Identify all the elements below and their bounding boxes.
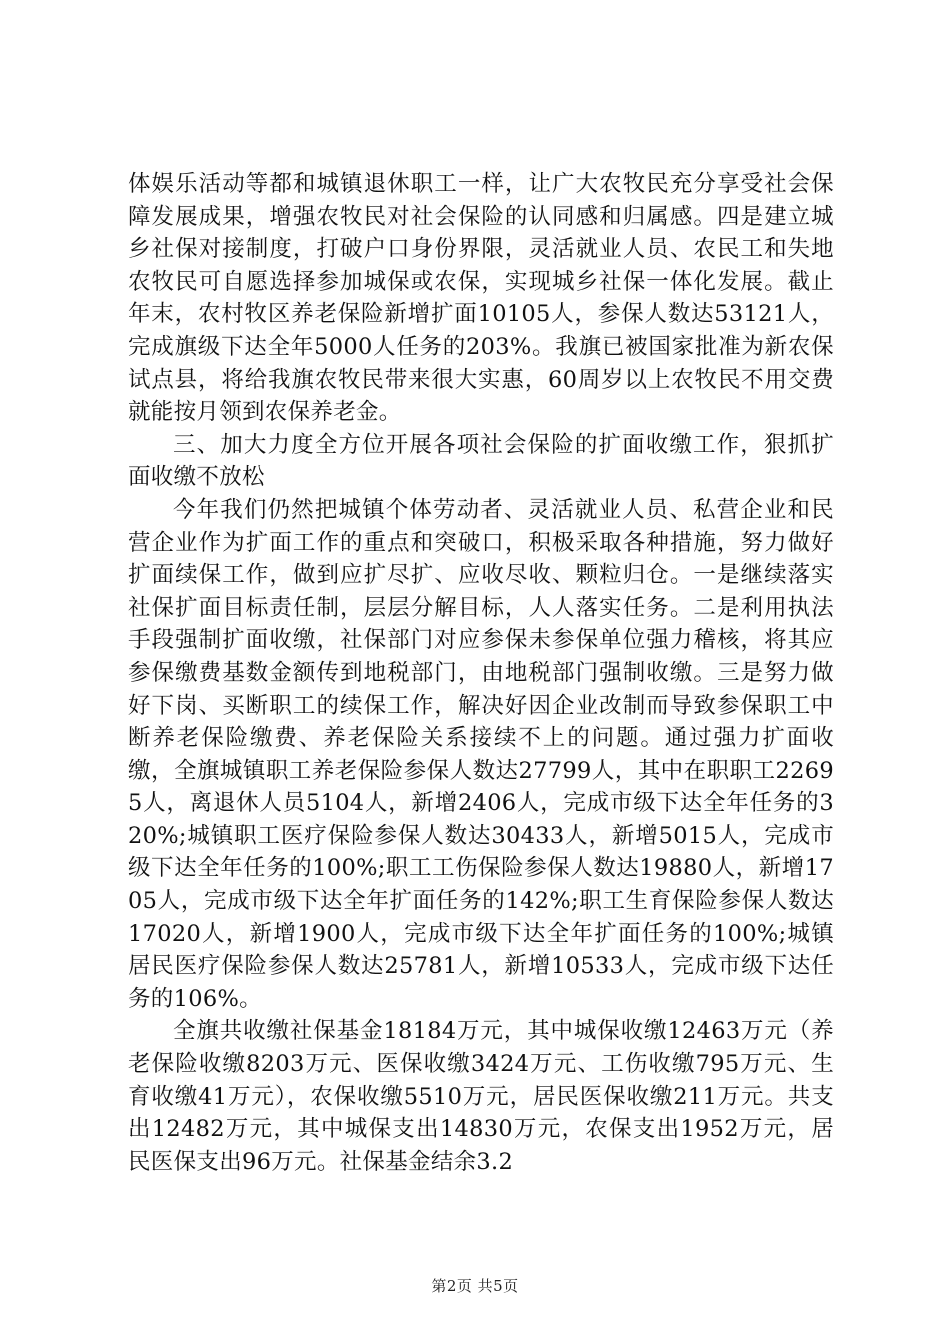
paragraph-fund-collection: 全旗共收缴社保基金18184万元，其中城保收缴12463万元（养老保险收缴8203万元、医保收缴3424万元、工伤收缴795万元、生育收缴41万元），农保收缴5510万元，居民医保收缴211万元。共支出12482万元，其中城保支出14830万元，农保支出1952万元，居民医保支出96万元。社保基金结余3.2	[128, 1018, 834, 1175]
section-heading-three: 三、加大力度全方位开展各项社会保险的扩面收缴工作，狠抓扩面收缴不放松	[128, 431, 834, 491]
page-footer: 第2页 共5页	[431, 1277, 519, 1295]
paragraph-continuation: 体娱乐活动等都和城镇退休职工一样，让广大农牧民充分享受社会保障发展成果，增强农牧民对社会保险的认同感和归属感。四是建立城乡社保对接制度，打破户口身份界限，灵活就业人员、农民工和失地农牧民可自愿选择参加城保或农保，实现城乡社保一体化发展。截止年末，农村牧区养老保险新增扩面10105人，参保人数达53121人，完成旗级下达全年5000人任务的203%。我旗已被国家批准为新农保试点县，将给我旗农牧民带来很大实惠，60周岁以上农牧民不用交费就能按月领到农保养老金。	[128, 171, 834, 426]
paragraph-expansion-work: 今年我们仍然把城镇个体劳动者、灵活就业人员、私营企业和民营企业作为扩面工作的重点和突破口，积极采取各种措施，努力做好扩面续保工作，做到应扩尽扩、应收尽收、颗粒归仓。一是继续落实社保扩面目标责任制，层层分解目标，人人落实任务。二是利用执法手段强制扩面收缴，社保部门对应参保未参保单位强力稽核，将其应参保缴费基数金额传到地税部门，由地税部门强制收缴。三是努力做好下岗、买断职工的续保工作，解决好因企业改制而导致参保职工中断养老保险缴费、养老保险关系接续不上的问题。通过强力扩面收缴，全旗城镇职工养老保险参保人数达27799人，其中在职职工22695人，离退休人员5104人，新增2406人，完成市级下达全年任务的320%;城镇职工医疗保险参保人数达30433人，新增5015人，完成市级下达全年任务的100%;职工工伤保险参保人数达19880人，新增1705人，完成市级下达全年扩面任务的142%;职工生育保险参保人数达17020人，新增1900人，完成市级下达全年扩面任务的100%;城镇居民医疗保险参保人数达25781人，新增10533人，完成市级下达任务的106%。	[128, 496, 834, 1012]
document-body	[128, 168, 834, 1178]
